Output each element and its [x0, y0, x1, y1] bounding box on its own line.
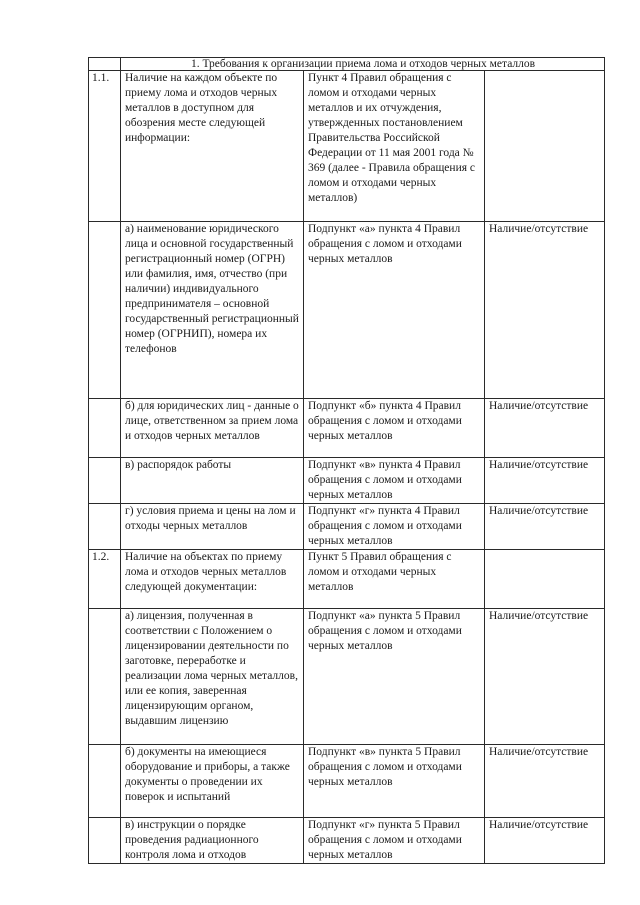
- legal-basis-cell: Подпункт «г» пункта 5 Правил обращения с ломом и отходами черных металлов: [304, 818, 485, 864]
- item-number: [89, 609, 121, 745]
- requirement-cell: в) инструкции о порядке проведения радиационного контроля лома и отходов: [121, 818, 304, 864]
- status-cell: Наличие/отсутствие: [485, 458, 605, 504]
- status-cell: [485, 550, 605, 609]
- legal-basis-cell: Пункт 5 Правил обращения с ломом и отходами черных металлов: [304, 550, 485, 609]
- table-row: [89, 818, 605, 864]
- item-number: [89, 745, 121, 818]
- item-number: [89, 818, 121, 864]
- status-cell: Наличие/отсутствие: [485, 504, 605, 550]
- requirement-cell: в) распорядок работы: [121, 458, 304, 504]
- legal-basis-cell: Пункт 4 Правил обращения с ломом и отходами черных металлов и их отчуждения, утвержденных постановлением Правительства Российской Федерации от 11 мая 2001 года № 369 (далее - Правила обращения с ломом и отходами черных металлов): [304, 71, 485, 222]
- requirement-cell: г) условия приема и цены на лом и отходы черных металлов: [121, 504, 304, 550]
- status-cell: Наличие/отсутствие: [485, 745, 605, 818]
- requirement-cell: б) документы на имеющиеся оборудование и приборы, а также документы о проведении их поверок и испытаний: [121, 745, 304, 818]
- requirement-cell: а) лицензия, полученная в соответствии с Положением о лицензировании деятельности по заготовке, переработке и реализации лома черных металлов, или ее копия, заверенная лицензирующим органом, выдавшим лицензию: [121, 609, 304, 745]
- requirement-cell: Наличие на объектах по приему лома и отходов черных металлов следующей документации:: [121, 550, 304, 609]
- status-cell: [485, 71, 605, 222]
- status-cell: Наличие/отсутствие: [485, 609, 605, 745]
- requirements-table: [88, 57, 605, 864]
- status-cell: Наличие/отсутствие: [485, 818, 605, 864]
- item-number: [89, 399, 121, 458]
- table-row: [89, 550, 605, 609]
- table-row: [89, 222, 605, 399]
- legal-basis-cell: Подпункт «б» пункта 4 Правил обращения с ломом и отходами черных металлов: [304, 399, 485, 458]
- section-heading: 1. Требования к организации приема лома и отходов черных металлов: [121, 58, 605, 71]
- table-row: [89, 504, 605, 550]
- heading-number-cell: [89, 58, 121, 71]
- status-cell: Наличие/отсутствие: [485, 399, 605, 458]
- requirement-cell: Наличие на каждом объекте по приему лома и отходов черных металлов в доступном для обозрения месте следующей информации:: [121, 71, 304, 222]
- item-number: 1.2.: [89, 550, 121, 609]
- table-heading-row: [89, 58, 605, 71]
- table-row: [89, 745, 605, 818]
- legal-basis-cell: Подпункт «а» пункта 5 Правил обращения с ломом и отходами черных металлов: [304, 609, 485, 745]
- item-number: [89, 504, 121, 550]
- legal-basis-cell: Подпункт «в» пункта 4 Правил обращения с ломом и отходами черных металлов: [304, 458, 485, 504]
- requirement-cell: б) для юридических лиц - данные о лице, ответственном за прием лома и отходов черных металлов: [121, 399, 304, 458]
- status-cell: Наличие/отсутствие: [485, 222, 605, 399]
- legal-basis-cell: Подпункт «в» пункта 5 Правил обращения с ломом и отходами черных металлов: [304, 745, 485, 818]
- item-number: [89, 222, 121, 399]
- table-row: [89, 609, 605, 745]
- legal-basis-cell: Подпункт «г» пункта 4 Правил обращения с ломом и отходами черных металлов: [304, 504, 485, 550]
- item-number: [89, 458, 121, 504]
- table-row: [89, 71, 605, 222]
- table-row: [89, 399, 605, 458]
- requirement-cell: а) наименование юридического лица и основной государственный регистрационный номер (ОГРН) или фамилия, имя, отчество (при наличии) индивидуального предпринимателя – основной государственный регистрационный номер (ОГРНИП), номера их телефонов: [121, 222, 304, 399]
- legal-basis-cell: Подпункт «а» пункта 4 Правил обращения с ломом и отходами черных металлов: [304, 222, 485, 399]
- table-row: [89, 458, 605, 504]
- item-number: 1.1.: [89, 71, 121, 222]
